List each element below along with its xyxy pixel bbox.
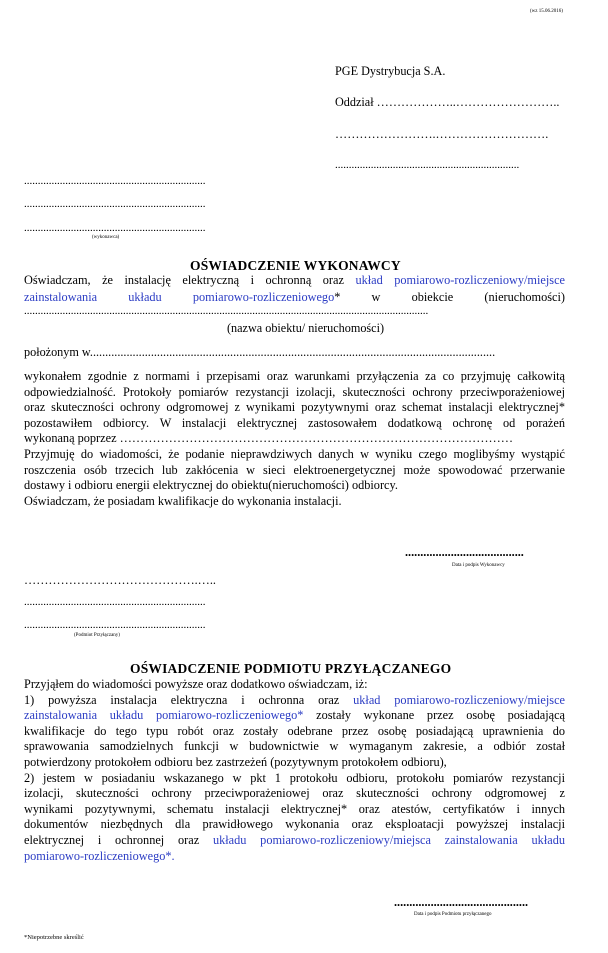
cs-p3: oraz skuteczności ochrony odgromowej z wynikami pozytywnymi oraz schemat instalacji elektrycznej* [24,400,565,415]
located-line: położonym w..................................................................................................................................... [24,345,496,359]
rs-b2: izolacji, skuteczności ochrony przeciwporażeniowej oraz skuteczności ochrony odgromowej z [24,786,565,801]
cs-p6: Przyjmuję do wiadomości, że podanie nieprawdziwych danych w wyniku czego moglibyśmy wystąpić [24,446,565,461]
contractor-signature-dots: ....................................... [405,545,524,559]
cs-line-1a: Oświadczam, że instalację elektryczną i ochronną oraz [24,273,356,287]
contractor-signature-caption: Data i podpis Wykonawcy [452,563,505,568]
rs-a4: sprawowania samodzielnych funkcji w budownictwie w wymaganym zakresie, a odbiór został [24,739,565,754]
cs-p4: pozostawiłem odbiorcy. W instalacji elektrycznej zastosowałem dodatkową ochronę od porażeń [24,415,565,430]
address-line-3: ................................................................... [335,159,520,171]
cs-line-2a: zainstalowania układu pomiarowo-rozliczeniowego [24,290,335,304]
contractor-statement-title: OŚWIADCZENIE WYKONAWCY [190,258,401,273]
recipient-signature-dots: ............................................ [394,895,529,909]
contractor-line-3: .................................................................. [24,222,206,234]
recipient-signature-caption: Data i podpis Podmiotu przyłączanego [414,912,492,917]
cs-line-1b: układ pomiarowo-rozliczeniowy/miejsce [355,273,565,287]
cs-p7: roszczenia osób trzecich lub zakłócenia w sieci elektroenergetycznej może spowodować przerwanie [24,462,565,477]
rs-paragraph [24,677,565,864]
recipient-statement-title: OŚWIADCZENIE PODMIOTU PRZYŁĄCZANEGO [130,661,452,676]
branch-line: Oddział ………………..…………………….. [335,95,560,109]
cs-p8: dostawy i odbioru energii elektrycznej do obiektu(nieruchomości) odbiorcy. [24,478,398,493]
cs-line-1-text [24,273,565,289]
contractor-line-2: .................................................................. [24,198,206,210]
cs-p9: Oświadczam, że posiadam kwalifikacje do wykonania instalacji. [24,493,342,508]
rs-intro: Przyjąłem do wiadomości powyższe oraz dodatkowo oświadczam, iż: [24,677,368,691]
cs-line-2b: * w obiekcie (nieruchomości) [334,290,565,304]
version-note: (wz 15.06.2016) [530,9,563,14]
footnote: *Niepotrzebne skreślić [24,934,84,941]
contractor-caption: (wykonawca) [92,235,120,240]
rs-a5: potwierdzony protokołem odbioru bez zastrzeżeń (pozytywnym protokołem odbioru), [24,754,447,769]
cs-p1: wykonałem zgodnie z normami i przepisami oraz warunkami przyłączenia za co przyjmuję całkowitą [24,369,565,383]
rs-b4: dokumentów niezbędnych dla prawidłowego wykonania oraz eksploatacji powyższej instalacji [24,817,565,832]
contractor-line-1: .................................................................. [24,175,206,187]
recipient-line-2: .................................................................. [24,596,206,608]
rs-a1a: 1) powyższa instalacja elektryczna i ochronna oraz [24,692,354,707]
cs-p2: odpowiedzialność. Protokoły pomiarów rezystancji izolacji, skuteczności ochrony przeciwporażeniowej [24,384,565,399]
rs-a2b: zostały wykonane przez osobę posiadającą [303,708,565,723]
recipient-caption: (Podmiot Przyłączany) [74,633,120,638]
rs-b1: 2) jestem w posiadaniu wskazanego w pkt 1 protokołu odbioru, protokołu pomiarów rezystancji [24,770,565,785]
object-name-caption: (nazwa obiektu/ nieruchomości) [227,321,385,335]
rs-a2a: zainstalowania układu pomiarowo-rozliczeniowego* [24,708,304,723]
recipient-line-3: .................................................................. [24,619,206,631]
object-name-line: ................................................................................................................................................... [24,305,429,317]
rs-a1b: układ pomiarowo-rozliczeniowy/miejsce [353,692,566,707]
cs-paragraph [24,369,565,509]
rs-b5 [24,833,565,849]
rs-b5b: układu pomiarowo-rozliczeniowy/miejsca zainstalowania układu [212,832,565,847]
cs-line-2 [24,290,565,306]
rs-b3: wynikami pozytywnymi, schematu instalacji elektrycznej* oraz atestów, certyfikatów i innych [24,801,565,816]
rs-b5a: elektrycznej i ochronnej oraz [24,832,213,847]
cs-p5: wykonaną poprzez …………………………………………………………………………………… [24,431,514,446]
recipient-line-1: …………………………………….….. [24,573,216,587]
address-line-2: …………………….………………………. [335,127,549,141]
cs-line-1 [24,273,565,289]
rs-a3: kwalifikacje do tego typu robót oraz zostały odebrane przez osobę posiadającą uprawnienia do [24,723,565,738]
rs-a1 [24,693,565,709]
rs-a2 [24,708,565,724]
cs-line-2-text [24,290,565,306]
company-name: PGE Dystrybucja S.A. [335,64,446,78]
rs-b6: pomiarowo-rozliczeniowego*. [24,848,175,863]
